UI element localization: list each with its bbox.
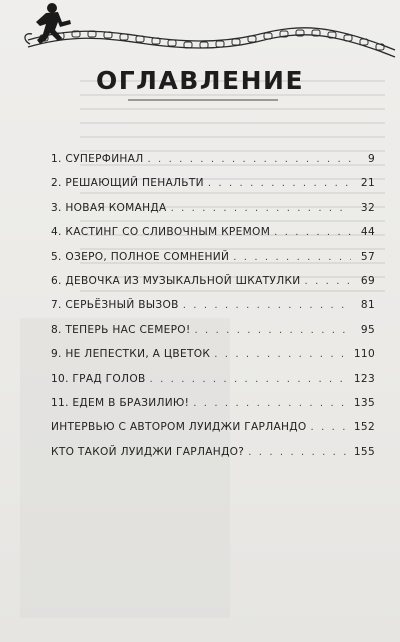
dot-leader	[195, 325, 352, 336]
dot-leader	[214, 349, 350, 360]
toc-entry-page-number: 69	[360, 274, 375, 287]
toc-entry-title: ИНТЕРВЬЮ С АВТОРОМ ЛУИДЖИ ГАРЛАНДО	[51, 421, 307, 434]
title-underline	[128, 99, 278, 101]
toc-entry-page-number: 9	[367, 153, 375, 165]
dot-leader	[248, 447, 350, 458]
dot-leader	[183, 300, 351, 311]
toc-entry-title: 6. ДЕВОЧКА ИЗ МУЗЫКАЛЬНОЙ ШКАТУЛКИ	[51, 274, 301, 287]
toc-entry-title: 7. СЕРЬЁЗНЫЙ ВЫЗОВ	[51, 299, 179, 312]
film-strip-chain-icon	[25, 28, 395, 57]
toc-entry[interactable]	[51, 226, 375, 250]
dot-leader	[305, 276, 351, 287]
toc-entry-title: 1. СУПЕРФИНАЛ	[51, 153, 144, 165]
toc-entry-title: 3. НОВАЯ КОМАНДА	[51, 201, 167, 214]
toc-entry-title: 2. РЕШАЮЩИЙ ПЕНАЛЬТИ	[51, 177, 204, 190]
dot-leader	[233, 252, 351, 263]
toc-entry[interactable]	[51, 153, 375, 177]
toc-entry[interactable]	[51, 397, 375, 421]
toc-entry[interactable]	[51, 373, 375, 397]
toc-entry[interactable]	[51, 177, 375, 201]
dot-leader	[148, 154, 352, 165]
toc-entry-title: 5. ОЗЕРО, ПОЛНОЕ СОМНЕНИЙ	[51, 250, 230, 263]
toc-entry-title: 8. ТЕПЕРЬ НАС СЕМЕРО!	[51, 323, 191, 336]
dot-leader	[171, 203, 351, 214]
toc-entry-page-number: 57	[360, 250, 375, 263]
toc-entry[interactable]	[51, 251, 375, 275]
toc-entry-page-number: 135	[353, 396, 375, 409]
toc-entry[interactable]	[51, 299, 375, 323]
header-decoration	[0, 0, 400, 70]
toc-entry[interactable]	[51, 446, 375, 470]
dot-leader	[193, 398, 350, 409]
toc-entry-page-number: 32	[360, 201, 375, 214]
dot-leader	[274, 227, 351, 238]
toc-entry[interactable]	[51, 421, 375, 445]
toc-entry[interactable]	[51, 348, 375, 372]
dot-leader	[208, 178, 351, 189]
running-player-silhouette-icon	[36, 3, 71, 44]
table-of-contents	[51, 153, 375, 470]
toc-entry-page-number: 81	[360, 299, 375, 312]
toc-entry[interactable]	[51, 275, 375, 299]
toc-entry-title: 11. ЕДЕМ В БРАЗИЛИЮ!	[51, 396, 190, 409]
toc-entry-page-number: 95	[360, 323, 375, 336]
toc-entry-title: 9. НЕ ЛЕПЕСТКИ, А ЦВЕТОК	[51, 348, 211, 361]
toc-entry[interactable]	[51, 324, 375, 348]
dot-leader	[311, 422, 350, 433]
toc-entry-page-number: 44	[360, 226, 375, 239]
page-title: ОГЛАВЛЕНИЕ	[95, 66, 305, 95]
toc-entry-page-number: 155	[353, 445, 375, 458]
toc-entry-title: 10. ГРАД ГОЛОВ	[51, 372, 146, 385]
toc-entry[interactable]	[51, 202, 375, 226]
toc-entry-page-number: 123	[353, 372, 375, 385]
toc-entry-page-number: 152	[353, 421, 375, 434]
dot-leader	[150, 374, 350, 385]
toc-entry-page-number: 110	[353, 348, 375, 361]
toc-entry-page-number: 21	[360, 177, 375, 190]
toc-entry-title: 4. КАСТИНГ СО СЛИВОЧНЫМ КРЕМОМ	[51, 226, 271, 239]
toc-entry-title: КТО ТАКОЙ ЛУИДЖИ ГАРЛАНДО?	[51, 445, 245, 458]
